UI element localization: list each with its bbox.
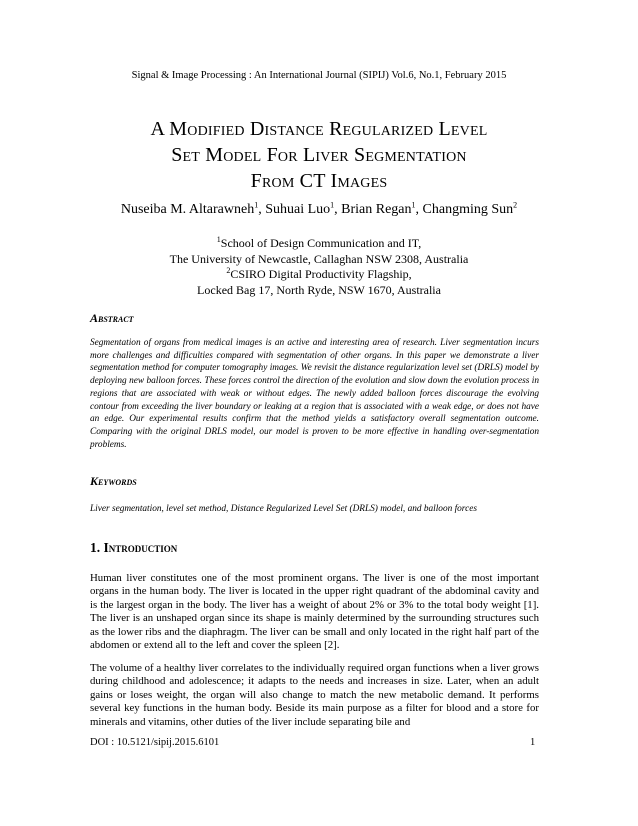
- title-line-2: Set Model For Liver Segmentation: [171, 144, 467, 166]
- keywords-text: Liver segmentation, level set method, Distance Regularized Level Set (DRLS) model, and balloon forces: [90, 504, 477, 514]
- journal-header: Signal & Image Processing : An International Journal (SIPIJ) Vol.6, No.1, February 2015: [131, 70, 507, 81]
- paper-title: [60, 116, 578, 194]
- author-name: Changming Sun: [422, 202, 514, 217]
- author-affil-mark: 1: [330, 200, 335, 210]
- affil-mark: 1: [216, 235, 221, 244]
- title-line-1: A Modified Distance Regularized Level: [150, 118, 488, 140]
- abstract-text: Segmentation of organs from medical images is an active and interesting area of research. Liver segmentation incurs more challenges and difficulties compared with segmentation of other organs. In this paper we demonstrate a liver segmentation method for computer tomography images. We revisit the distance regularization level set (DRLS) model by deploying new balloon forces. These forces control the direction of the evolution and slow down the evolution process in regions that are associated with weak or without edges. The newly added balloon forces discourage the evolving contour from exceeding the liver boundary or leaking at a region that is associated with a weak edge, or does not have an edge. Our experimental results confirm that the method yields a satisfactory overall segmentation outcome. Comparing with the original DRLS model, our model is proven to be more effective in handling over-segmentation problems.: [90, 338, 539, 450]
- keywords-heading: Keywords: [90, 474, 137, 488]
- affil-mark: 2: [226, 266, 231, 275]
- affiliation-line: $^2$CSIRO Digital Productivity Flagship,: [226, 266, 412, 281]
- affiliation-line: The University of Newcastle, Callaghan NSW 2308, Australia: [169, 251, 469, 266]
- intro-paragraph-1: Human liver constitutes one of the most prominent organs. The liver is one of the most important organs in the human body. The liver is located in the upper right quadrant of the abdominal cavity and is the largest organ in the body. The liver has a weight of about 2% or 3% to the total body weight [1]. The liver is an unshaped organ since its shape is mainly determined by the surrounding structures such as the lower ribs and the diaphragm. The liver can be small and only located in the right half part of the abdomen or extend all to the left and cover the spleen [2].: [90, 572, 539, 652]
- author-list: Nuseiba M. Altarawneh$^1$, Suhuai Luo$^1$, Brian Regan$^1$, Changming Sun$^2$: [120, 200, 518, 217]
- section-heading-introduction: 1. Introduction: [90, 540, 178, 555]
- author-name: Suhuai Luo: [265, 202, 331, 217]
- title-line-3: From CT Images: [250, 170, 388, 192]
- footer-doi: DOI : 10.5121/sipij.2015.6101: [90, 737, 220, 748]
- affiliation-line: Locked Bag 17, North Ryde, NSW 1670, Australia: [197, 282, 441, 297]
- affiliation-line: $^1$School of Design Communication and IT,: [216, 235, 422, 250]
- author-affil-mark: 2: [513, 200, 518, 210]
- author-affil-mark: 1: [411, 200, 416, 210]
- abstract-heading: Abstract: [90, 311, 134, 325]
- author-name: Brian Regan: [341, 202, 412, 217]
- author-affil-mark: 1: [254, 200, 259, 210]
- intro-paragraph-2: The volume of a healthy liver correlates to the individually required organ functions when a liver grows during childhood and adolescence; it adapts to the needs and increases in size. Later, when an adult gains or loses weight, the organ will also change to match the new metabolic demand. It performs several key functions in the human body. Beside its main purpose as a filter for blood and a store for minerals and vitamins, other duties of the liver include separating bile and: [90, 662, 539, 728]
- author-name: Nuseiba M. Altarawneh: [120, 202, 255, 217]
- page-number: 1: [530, 737, 536, 748]
- affiliations: [0, 236, 638, 298]
